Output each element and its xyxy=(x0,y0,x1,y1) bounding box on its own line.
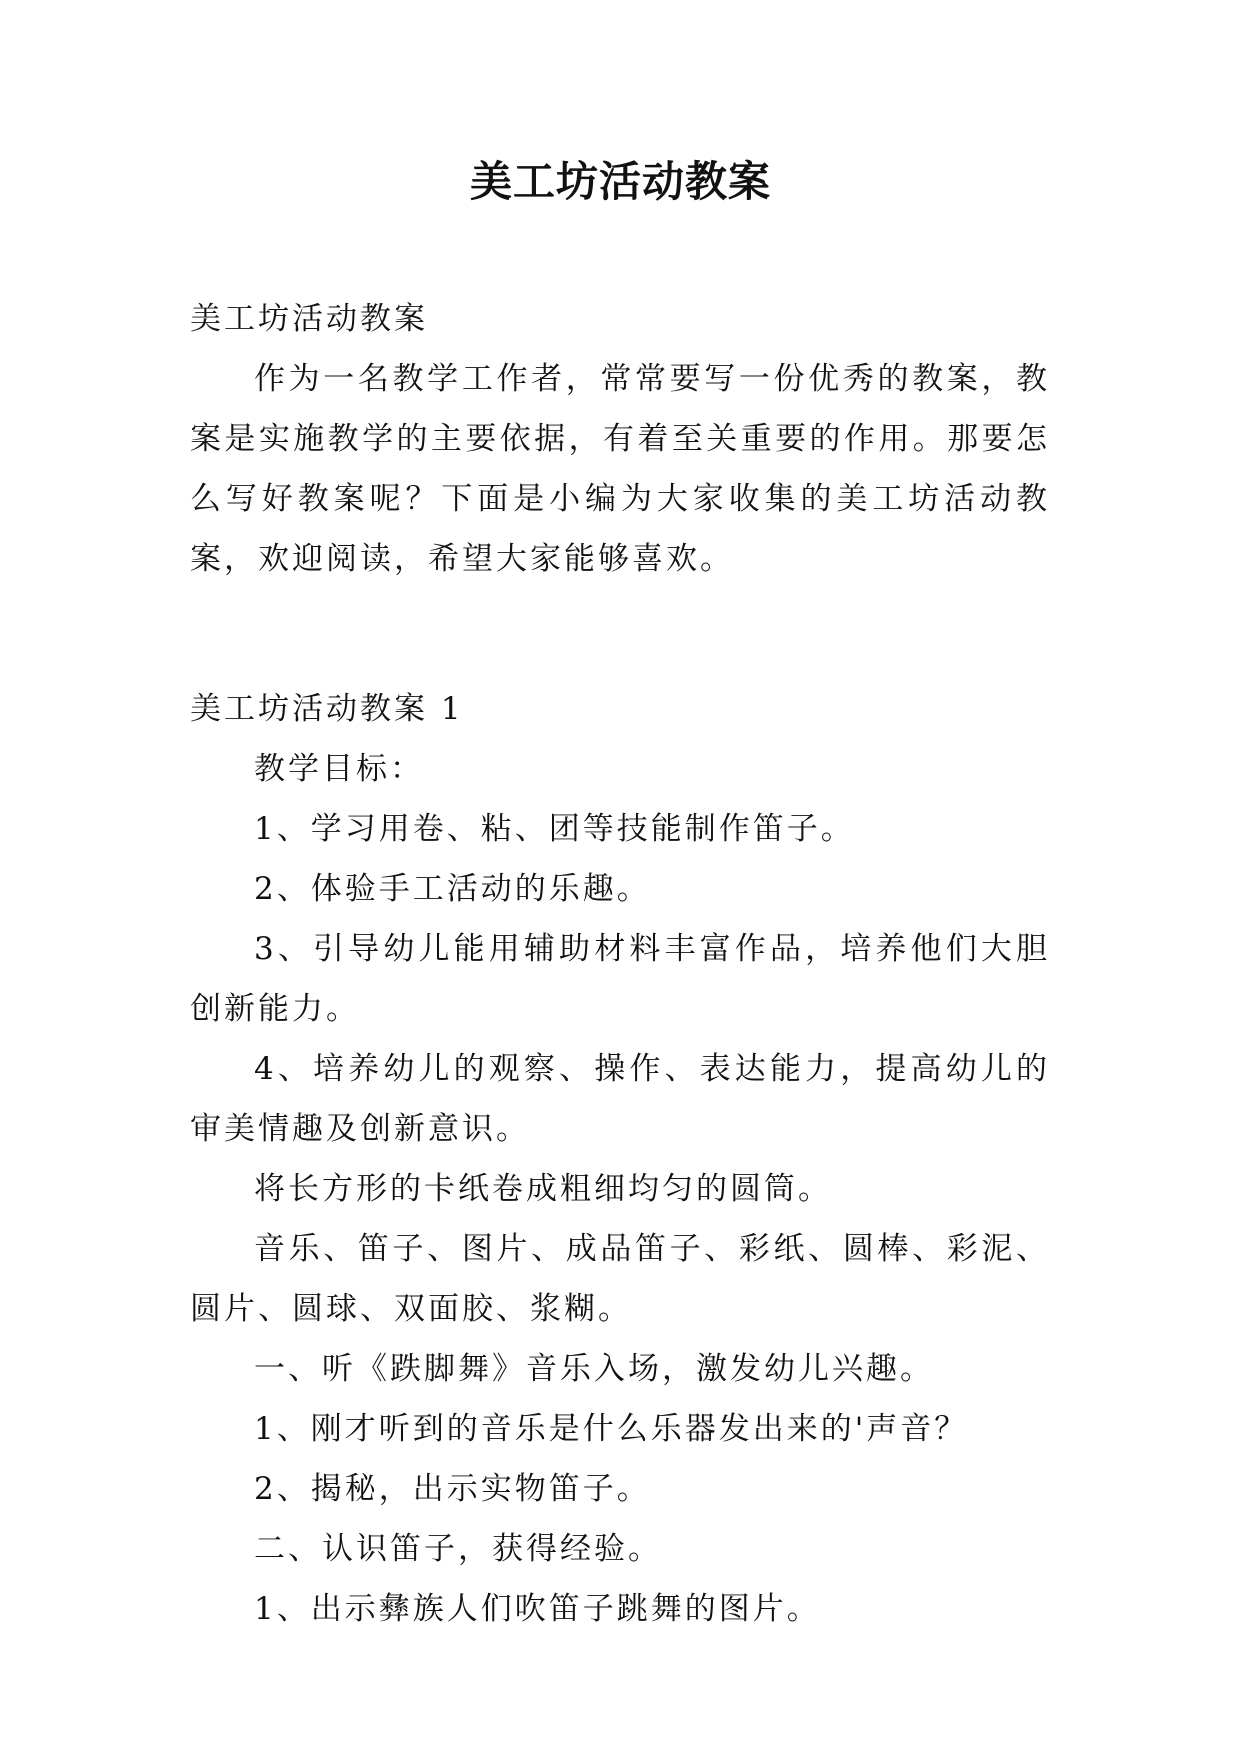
section-spacer xyxy=(190,589,1050,679)
paragraph: 二、认识笛子，获得经验。 xyxy=(254,1531,662,1567)
paragraph: 一、听《跌脚舞》音乐入场，激发幼儿兴趣。 xyxy=(254,1351,934,1387)
paragraph: 1、学习用卷、粘、团等技能制作笛子。 xyxy=(254,811,855,847)
paragraph: 将长方形的卡纸卷成粗细均匀的圆筒。 xyxy=(254,1171,832,1207)
paragraph: 1、出示彝族人们吹笛子跳舞的图片。 xyxy=(254,1591,821,1627)
paragraph: 2、体验手工活动的乐趣。 xyxy=(254,871,651,907)
paragraph: 教学目标： xyxy=(254,751,424,787)
document-body xyxy=(190,289,1050,1639)
paragraph: 音乐、笛子、图片、成品笛子、彩纸、圆棒、彩泥、圆片、圆球、双面胶、浆糊。 xyxy=(190,1231,1050,1327)
paragraph: 2、揭秘，出示实物笛子。 xyxy=(254,1471,651,1507)
paragraph: 1、刚才听到的音乐是什么乐器发出来的'声音？ xyxy=(254,1411,969,1447)
document-heading: 美工坊活动教案 xyxy=(190,301,428,337)
document-title: 美工坊活动教案 xyxy=(469,157,771,206)
paragraph: 3、引导幼儿能用辅助材料丰富作品，培养他们大胆创新能力。 xyxy=(190,931,1050,1027)
paragraph: 4、培养幼儿的观察、操作、表达能力，提高幼儿的审美情趣及创新意识。 xyxy=(190,1051,1050,1147)
section-heading: 美工坊活动教案 1 xyxy=(190,691,464,727)
intro-paragraph: 作为一名教学工作者，常常要写一份优秀的教案，教案是实施教学的主要依据，有着至关重要的作用。那要怎么写好教案呢？下面是小编为大家收集的美工坊活动教案，欢迎阅读，希望大家能够喜欢。 xyxy=(190,361,1050,577)
